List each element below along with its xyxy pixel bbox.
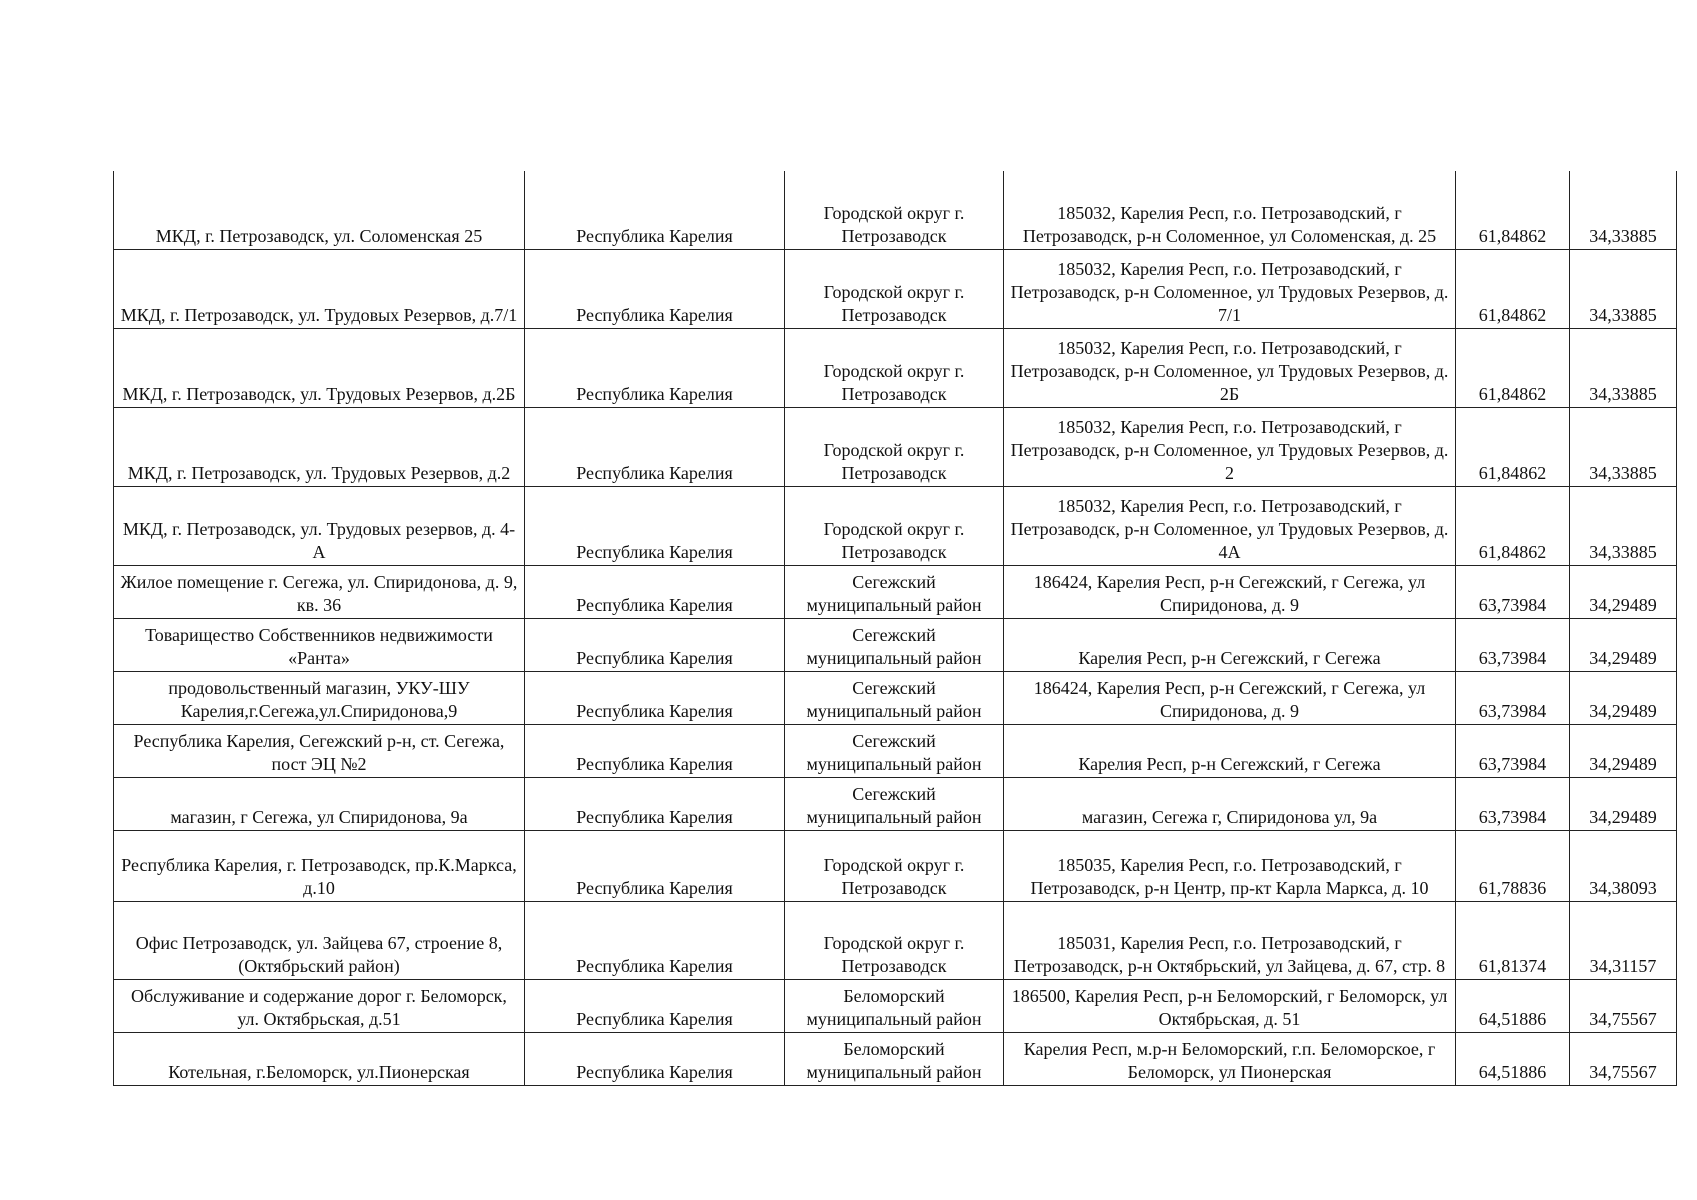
address-cell: 185032, Карелия Респ, г.о. Петрозаводский, г Петрозаводск, р-н Соломенное, ул Трудовых Резервов, д. 2Б — [1004, 329, 1456, 408]
table-row — [114, 778, 1677, 831]
object-name-cell: Жилое помещение г. Сегежа, ул. Спиридонова, д. 9, кв. 36 — [114, 566, 525, 619]
district-cell: Сегежский муниципальный район — [785, 725, 1004, 778]
longitude-cell: 34,33885 — [1570, 408, 1677, 487]
object-name-cell: Котельная, г.Беломорск, ул.Пионерская — [114, 1033, 525, 1086]
table-row — [114, 487, 1677, 566]
district-cell: Городской округ г. Петрозаводск — [785, 408, 1004, 487]
latitude-cell: 61,84862 — [1456, 171, 1570, 250]
data-table — [113, 171, 1677, 1086]
table-row — [114, 171, 1677, 250]
district-cell: Сегежский муниципальный район — [785, 778, 1004, 831]
latitude-cell: 64,51886 — [1456, 1033, 1570, 1086]
longitude-cell: 34,33885 — [1570, 487, 1677, 566]
latitude-cell: 63,73984 — [1456, 672, 1570, 725]
region-cell: Республика Карелия — [525, 1033, 785, 1086]
region-cell: Республика Карелия — [525, 619, 785, 672]
address-cell: 185032, Карелия Респ, г.о. Петрозаводский, г Петрозаводск, р-н Соломенное, ул Соломенская, д. 25 — [1004, 171, 1456, 250]
table-row — [114, 408, 1677, 487]
region-cell: Республика Карелия — [525, 408, 785, 487]
district-cell: Городской округ г. Петрозаводск — [785, 902, 1004, 980]
object-name-cell: Республика Карелия, г. Петрозаводск, пр.К.Маркса, д.10 — [114, 831, 525, 902]
longitude-cell: 34,29489 — [1570, 778, 1677, 831]
address-cell: 186500, Карелия Респ, р-н Беломорский, г Беломорск, ул Октябрьская, д. 51 — [1004, 980, 1456, 1033]
longitude-cell: 34,29489 — [1570, 725, 1677, 778]
district-cell: Городской округ г. Петрозаводск — [785, 487, 1004, 566]
district-cell: Сегежский муниципальный район — [785, 566, 1004, 619]
latitude-cell: 64,51886 — [1456, 980, 1570, 1033]
region-cell: Республика Карелия — [525, 725, 785, 778]
address-cell: 185032, Карелия Респ, г.о. Петрозаводский, г Петрозаводск, р-н Соломенное, ул Трудовых Резервов, д. 7/1 — [1004, 250, 1456, 329]
table-row — [114, 980, 1677, 1033]
object-name-cell: МКД, г. Петрозаводск, ул. Трудовых Резервов, д.7/1 — [114, 250, 525, 329]
latitude-cell: 61,84862 — [1456, 250, 1570, 329]
object-name-cell: МКД, г. Петрозаводск, ул. Трудовых резервов, д. 4-А — [114, 487, 525, 566]
latitude-cell: 63,73984 — [1456, 619, 1570, 672]
district-cell: Городской округ г. Петрозаводск — [785, 831, 1004, 902]
region-cell: Республика Карелия — [525, 566, 785, 619]
table-row — [114, 831, 1677, 902]
table-row — [114, 672, 1677, 725]
region-cell: Республика Карелия — [525, 672, 785, 725]
address-cell: Карелия Респ, р-н Сегежский, г Сегежа — [1004, 725, 1456, 778]
table-row — [114, 250, 1677, 329]
longitude-cell: 34,29489 — [1570, 672, 1677, 725]
longitude-cell: 34,75567 — [1570, 980, 1677, 1033]
table-row — [114, 1033, 1677, 1086]
table-row — [114, 329, 1677, 408]
latitude-cell: 63,73984 — [1456, 566, 1570, 619]
district-cell: Городской округ г. Петрозаводск — [785, 329, 1004, 408]
region-cell: Республика Карелия — [525, 329, 785, 408]
region-cell: Республика Карелия — [525, 250, 785, 329]
district-cell: Городской округ г. Петрозаводск — [785, 171, 1004, 250]
address-cell: 186424, Карелия Респ, р-н Сегежский, г Сегежа, ул Спиридонова, д. 9 — [1004, 672, 1456, 725]
latitude-cell: 61,84862 — [1456, 408, 1570, 487]
region-cell: Республика Карелия — [525, 171, 785, 250]
object-name-cell: МКД, г. Петрозаводск, ул. Соломенская 25 — [114, 171, 525, 250]
table-row — [114, 902, 1677, 980]
object-name-cell: МКД, г. Петрозаводск, ул. Трудовых Резервов, д.2Б — [114, 329, 525, 408]
longitude-cell: 34,29489 — [1570, 566, 1677, 619]
latitude-cell: 61,84862 — [1456, 329, 1570, 408]
region-cell: Республика Карелия — [525, 902, 785, 980]
table-row — [114, 566, 1677, 619]
longitude-cell: 34,33885 — [1570, 250, 1677, 329]
region-cell: Республика Карелия — [525, 831, 785, 902]
address-cell: 185035, Карелия Респ, г.о. Петрозаводский, г Петрозаводск, р-н Центр, пр-кт Карла Маркса, д. 10 — [1004, 831, 1456, 902]
object-name-cell: магазин, г Сегежа, ул Спиридонова, 9а — [114, 778, 525, 831]
address-cell: 185032, Карелия Респ, г.о. Петрозаводский, г Петрозаводск, р-н Соломенное, ул Трудовых Резервов, д. 2 — [1004, 408, 1456, 487]
district-cell: Городской округ г. Петрозаводск — [785, 250, 1004, 329]
address-cell: 185031, Карелия Респ, г.о. Петрозаводский, г Петрозаводск, р-н Октябрьский, ул Зайцева, д. 67, стр. 8 — [1004, 902, 1456, 980]
longitude-cell: 34,31157 — [1570, 902, 1677, 980]
region-cell: Республика Карелия — [525, 778, 785, 831]
district-cell: Сегежский муниципальный район — [785, 619, 1004, 672]
longitude-cell: 34,33885 — [1570, 329, 1677, 408]
district-cell: Беломорский муниципальный район — [785, 1033, 1004, 1086]
longitude-cell: 34,75567 — [1570, 1033, 1677, 1086]
object-name-cell: МКД, г. Петрозаводск, ул. Трудовых Резервов, д.2 — [114, 408, 525, 487]
address-cell: магазин, Сегежа г, Спиридонова ул, 9а — [1004, 778, 1456, 831]
region-cell: Республика Карелия — [525, 487, 785, 566]
longitude-cell: 34,29489 — [1570, 619, 1677, 672]
address-cell: 185032, Карелия Респ, г.о. Петрозаводский, г Петрозаводск, р-н Соломенное, ул Трудовых Резервов, д. 4А — [1004, 487, 1456, 566]
latitude-cell: 61,84862 — [1456, 487, 1570, 566]
address-cell: Карелия Респ, р-н Сегежский, г Сегежа — [1004, 619, 1456, 672]
table-row — [114, 725, 1677, 778]
latitude-cell: 63,73984 — [1456, 725, 1570, 778]
latitude-cell: 61,78836 — [1456, 831, 1570, 902]
district-cell: Беломорский муниципальный район — [785, 980, 1004, 1033]
district-cell: Сегежский муниципальный район — [785, 672, 1004, 725]
object-name-cell: Офис Петрозаводск, ул. Зайцева 67, строение 8, (Октябрьский район) — [114, 902, 525, 980]
longitude-cell: 34,38093 — [1570, 831, 1677, 902]
object-name-cell: Обслуживание и содержание дорог г. Беломорск, ул. Октябрьская, д.51 — [114, 980, 525, 1033]
object-name-cell: Республика Карелия, Сегежский р-н, ст. Сегежа, пост ЭЦ №2 — [114, 725, 525, 778]
table-row — [114, 619, 1677, 672]
region-cell: Республика Карелия — [525, 980, 785, 1033]
longitude-cell: 34,33885 — [1570, 171, 1677, 250]
latitude-cell: 61,81374 — [1456, 902, 1570, 980]
object-name-cell: Товарищество Собственников недвижимости «Ранта» — [114, 619, 525, 672]
address-cell: Карелия Респ, м.р-н Беломорский, г.п. Беломорское, г Беломорск, ул Пионерская — [1004, 1033, 1456, 1086]
latitude-cell: 63,73984 — [1456, 778, 1570, 831]
address-cell: 186424, Карелия Респ, р-н Сегежский, г Сегежа, ул Спиридонова, д. 9 — [1004, 566, 1456, 619]
object-name-cell: продовольственный магазин, УКУ-ШУ Карелия,г.Сегежа,ул.Спиридонова,9 — [114, 672, 525, 725]
